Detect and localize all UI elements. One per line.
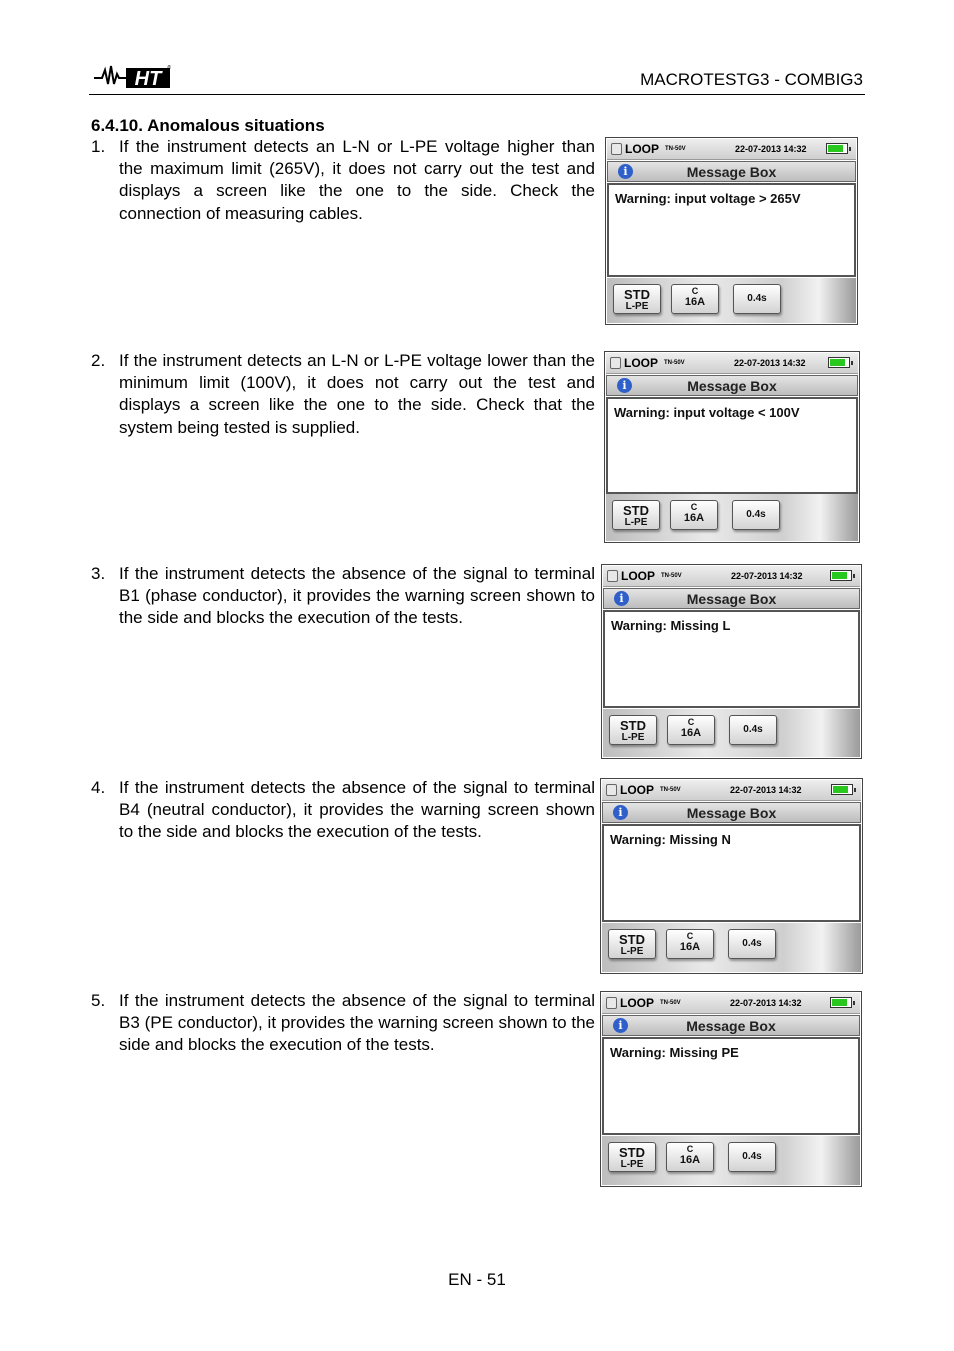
button-sublabel: 16A (679, 1154, 701, 1166)
message-box-header (603, 588, 860, 609)
system-type: TN-50V (660, 787, 681, 793)
curve-button[interactable] (667, 715, 715, 745)
list-item (91, 563, 595, 630)
button-label: C (686, 931, 694, 941)
function-name: LOOP (624, 356, 659, 370)
date-time: 22-07-2013 14:32 (731, 571, 803, 581)
status-bar (607, 139, 856, 160)
message-box-title: Message Box (686, 164, 777, 180)
header-divider (89, 94, 865, 95)
warning-text: Warning: input voltage > 265V (615, 191, 801, 206)
std-lpe-button[interactable] (609, 715, 657, 745)
info-icon: i (613, 1018, 628, 1033)
softkey-bar (607, 278, 856, 323)
loop-icon (611, 143, 622, 155)
logo-text: HT (134, 68, 162, 90)
system-type: TN-50V (661, 573, 682, 579)
loop-icon (606, 784, 617, 796)
button-label: 0.4s (746, 509, 766, 520)
softkey-bar (606, 494, 858, 541)
function-name: LOOP (625, 142, 660, 156)
product-name: MACROTESTG3 - COMBIG3 (640, 70, 863, 89)
button-label: C (691, 286, 699, 296)
date-time: 22-07-2013 14:32 (735, 144, 807, 154)
item-text: If the instrument detects the absence of the signal to terminal B1 (phase conductor), it provides the warning screen shown to the side and blocks the execution of the tests. (119, 564, 595, 628)
device-screen (604, 351, 860, 543)
item-number: 4. (91, 778, 106, 797)
device-screen (600, 778, 863, 974)
button-sublabel: 16A (679, 941, 701, 953)
button-sublabel: L-PE (625, 301, 649, 312)
item-number: 3. (91, 564, 106, 583)
info-icon: i (618, 164, 633, 179)
time-button[interactable] (728, 929, 776, 959)
warning-text: Warning: input voltage < 100V (614, 405, 800, 420)
item-number: 5. (91, 991, 106, 1010)
message-box-body (602, 824, 861, 922)
curve-button[interactable] (666, 929, 714, 959)
item-number: 1. (91, 137, 106, 156)
device-screen (605, 137, 858, 325)
date-time: 22-07-2013 14:32 (734, 358, 806, 368)
message-box-body (606, 397, 858, 494)
system-type: TN-50V (664, 360, 685, 366)
button-label: STD (620, 718, 646, 733)
item-text: If the instrument detects an L-N or L-PE voltage higher than the maximum limit (265V), it does not carry out the test and displays a screen like the one to the side. Check the connection of measuring cables. (119, 137, 595, 223)
list-item (91, 350, 595, 439)
button-sublabel: L-PE (621, 732, 645, 743)
date-time: 22-07-2013 14:32 (730, 785, 802, 795)
status-bar (606, 353, 858, 374)
function-name: LOOP (620, 783, 655, 797)
message-box-title: Message Box (686, 1018, 776, 1034)
info-icon: i (613, 805, 628, 820)
date-time: 22-07-2013 14:32 (730, 998, 802, 1008)
message-box-title: Message Box (686, 591, 777, 607)
ht-logo (92, 60, 172, 90)
page-number: EN - 51 (448, 1270, 506, 1289)
curve-button[interactable] (670, 500, 718, 530)
message-box-header (607, 161, 856, 182)
std-lpe-button[interactable] (608, 1142, 656, 1172)
info-icon: i (617, 378, 632, 393)
battery-icon (831, 784, 853, 795)
button-label: 0.4s (743, 724, 763, 735)
status-bar (603, 566, 860, 587)
time-button[interactable] (728, 1142, 776, 1172)
warning-text: Warning: Missing PE (610, 1045, 739, 1060)
warning-text: Warning: Missing N (610, 832, 731, 847)
list-item (91, 136, 595, 225)
button-sublabel: 16A (683, 512, 705, 524)
battery-icon (830, 570, 852, 581)
message-box-body (603, 610, 860, 708)
section-title: 6.4.10. Anomalous situations (91, 116, 325, 135)
curve-button[interactable] (666, 1142, 714, 1172)
function-name: LOOP (621, 569, 656, 583)
button-label: STD (624, 287, 650, 302)
time-button[interactable] (729, 715, 777, 745)
message-box-body (602, 1037, 860, 1135)
device-screen (600, 991, 862, 1187)
item-text: If the instrument detects the absence of the signal to terminal B4 (neutral conductor), it provides the warning screen shown to the side and blocks the execution of the tests. (119, 778, 595, 842)
status-bar (602, 780, 861, 801)
warning-text: Warning: Missing L (611, 618, 731, 633)
device-screen (601, 564, 862, 759)
loop-icon (606, 997, 617, 1009)
button-sublabel: 16A (680, 727, 702, 739)
softkey-bar (602, 923, 861, 972)
message-box-header (606, 375, 858, 396)
std-lpe-button[interactable] (612, 500, 660, 530)
message-box-title: Message Box (686, 805, 777, 821)
item-text: If the instrument detects the absence of the signal to terminal B3 (PE conductor), it provides the warning screen shown to the side and blocks the execution of the tests. (119, 991, 595, 1055)
button-label: STD (623, 503, 649, 518)
list-item (91, 990, 595, 1057)
time-button[interactable] (733, 284, 781, 314)
softkey-bar (603, 709, 860, 757)
message-box-header (602, 802, 861, 823)
button-label: C (690, 502, 698, 512)
std-lpe-button[interactable] (613, 284, 661, 314)
message-box-body (607, 183, 856, 277)
battery-icon (830, 997, 852, 1008)
battery-icon (826, 143, 848, 154)
button-label: 0.4s (747, 293, 767, 304)
button-label: 0.4s (742, 938, 762, 949)
softkey-bar (602, 1136, 860, 1185)
status-bar (602, 993, 860, 1014)
time-button[interactable] (732, 500, 780, 530)
button-sublabel: L-PE (624, 517, 648, 528)
std-lpe-button[interactable] (608, 929, 656, 959)
info-icon: i (614, 591, 629, 606)
button-sublabel: L-PE (620, 1159, 644, 1170)
loop-icon (607, 570, 618, 582)
message-box-header (602, 1015, 860, 1036)
system-type: TN-50V (660, 1000, 681, 1006)
battery-icon (828, 357, 850, 368)
svg-text:®: ® (167, 65, 171, 71)
message-box-title: Message Box (687, 378, 777, 394)
item-text: If the instrument detects an L-N or L-PE voltage lower than the minimum limit (100V), it does not carry out the test and displays a screen like the one to the side. Check that the system being tested is supplied. (119, 351, 595, 437)
button-label: C (686, 1144, 694, 1154)
loop-icon (610, 357, 621, 369)
item-number: 2. (91, 351, 106, 370)
button-sublabel: 16A (684, 296, 706, 308)
button-label: 0.4s (742, 1151, 762, 1162)
list-item (91, 777, 595, 844)
function-name: LOOP (620, 996, 655, 1010)
curve-button[interactable] (671, 284, 719, 314)
button-sublabel: L-PE (620, 946, 644, 957)
system-type: TN-50V (665, 146, 686, 152)
button-label: STD (619, 1145, 645, 1160)
button-label: STD (619, 932, 645, 947)
button-label: C (687, 717, 695, 727)
